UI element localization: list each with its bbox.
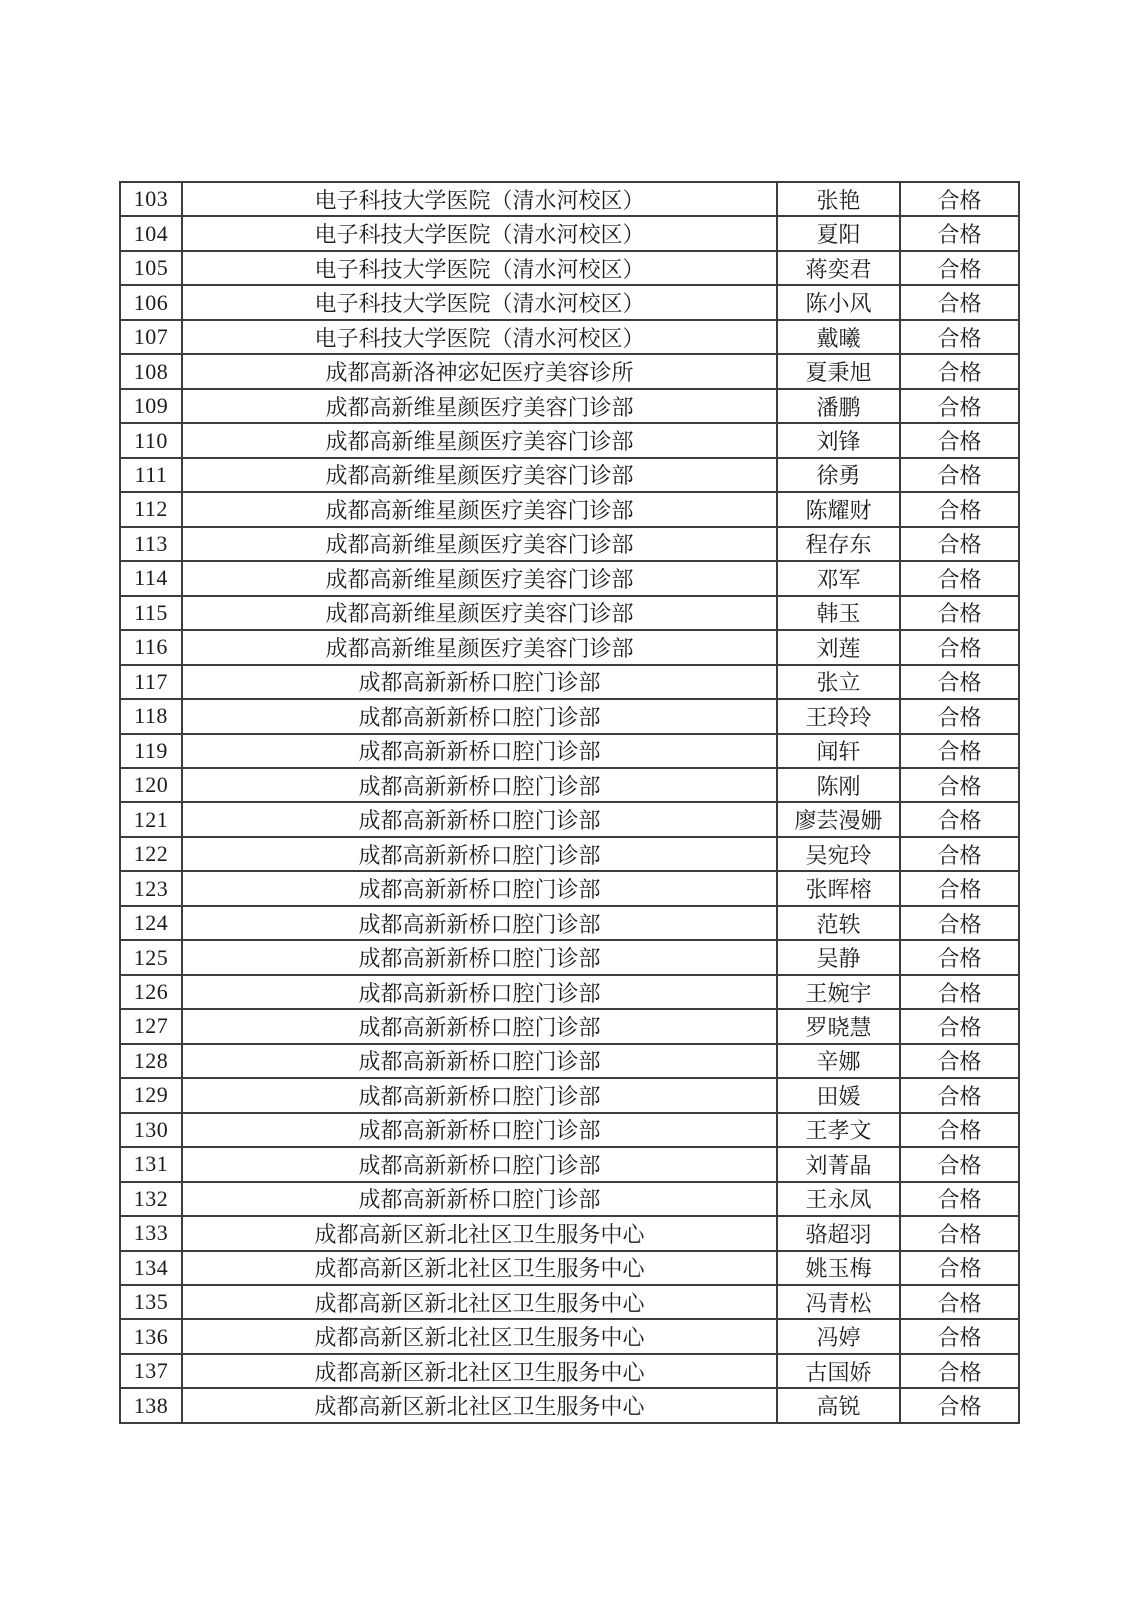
organization-name: 成都高新新桥口腔门诊部 [182,975,777,1009]
person-name: 王永凤 [777,1182,900,1216]
table-row [120,1044,1019,1078]
table-row [120,320,1019,354]
table-row [120,423,1019,457]
row-number: 107 [120,320,182,354]
result-status: 合格 [900,871,1019,905]
organization-name: 成都高新新桥口腔门诊部 [182,1044,777,1078]
person-name: 刘锋 [777,423,900,457]
table-row [120,1388,1019,1423]
organization-name: 成都高新新桥口腔门诊部 [182,906,777,940]
result-status: 合格 [900,251,1019,285]
table-row [120,285,1019,319]
person-name: 张艳 [777,182,900,216]
result-status: 合格 [900,423,1019,457]
row-number: 112 [120,492,182,526]
result-status: 合格 [900,285,1019,319]
row-number: 137 [120,1354,182,1388]
table-row [120,768,1019,802]
row-number: 132 [120,1182,182,1216]
result-status: 合格 [900,182,1019,216]
person-name: 骆超羽 [777,1216,900,1250]
table-row [120,975,1019,1009]
organization-name: 电子科技大学医院（清水河校区） [182,216,777,250]
row-number: 109 [120,389,182,423]
result-status: 合格 [900,561,1019,595]
organization-name: 成都高新维星颜医疗美容门诊部 [182,630,777,664]
row-number: 126 [120,975,182,1009]
person-name: 吴宛玲 [777,837,900,871]
table-row [120,1182,1019,1216]
row-number: 105 [120,251,182,285]
row-number: 111 [120,458,182,492]
table-row [120,458,1019,492]
table-row [120,665,1019,699]
table-row [120,1354,1019,1388]
result-status: 合格 [900,527,1019,561]
person-name: 田媛 [777,1078,900,1112]
result-status: 合格 [900,1216,1019,1250]
row-number: 135 [120,1285,182,1319]
person-name: 韩玉 [777,596,900,630]
result-status: 合格 [900,699,1019,733]
organization-name: 电子科技大学医院（清水河校区） [182,285,777,319]
organization-name: 成都高新维星颜医疗美容门诊部 [182,596,777,630]
person-name: 徐勇 [777,458,900,492]
row-number: 104 [120,216,182,250]
person-name: 廖芸漫姗 [777,802,900,836]
person-name: 陈刚 [777,768,900,802]
row-number: 106 [120,285,182,319]
table-row [120,527,1019,561]
result-status: 合格 [900,389,1019,423]
person-name: 古国娇 [777,1354,900,1388]
person-name: 王孝文 [777,1113,900,1147]
organization-name: 成都高新区新北社区卫生服务中心 [182,1319,777,1353]
organization-name: 成都高新新桥口腔门诊部 [182,1113,777,1147]
row-number: 113 [120,527,182,561]
table-row [120,837,1019,871]
row-number: 131 [120,1147,182,1181]
person-name: 夏阳 [777,216,900,250]
organization-name: 成都高新洛神宓妃医疗美容诊所 [182,354,777,388]
result-status: 合格 [900,940,1019,974]
row-number: 122 [120,837,182,871]
table-row [120,1078,1019,1112]
result-status: 合格 [900,1251,1019,1285]
table-row [120,871,1019,905]
table-row [120,1319,1019,1353]
person-name: 张立 [777,665,900,699]
person-name: 王玲玲 [777,699,900,733]
result-status: 合格 [900,1078,1019,1112]
table-row [120,1009,1019,1043]
organization-name: 成都高新新桥口腔门诊部 [182,940,777,974]
table-row [120,734,1019,768]
organization-name: 成都高新新桥口腔门诊部 [182,699,777,733]
organization-name: 成都高新新桥口腔门诊部 [182,802,777,836]
result-status: 合格 [900,975,1019,1009]
table-row [120,596,1019,630]
table-row [120,389,1019,423]
row-number: 134 [120,1251,182,1285]
result-status: 合格 [900,492,1019,526]
organization-name: 成都高新新桥口腔门诊部 [182,837,777,871]
organization-name: 成都高新维星颜医疗美容门诊部 [182,458,777,492]
organization-name: 电子科技大学医院（清水河校区） [182,251,777,285]
result-status: 合格 [900,665,1019,699]
organization-name: 成都高新维星颜医疗美容门诊部 [182,492,777,526]
row-number: 119 [120,734,182,768]
table-row [120,802,1019,836]
person-name: 冯青松 [777,1285,900,1319]
table-row [120,492,1019,526]
row-number: 128 [120,1044,182,1078]
row-number: 130 [120,1113,182,1147]
row-number: 118 [120,699,182,733]
table-row [120,561,1019,595]
person-name: 闻轩 [777,734,900,768]
table-row [120,354,1019,388]
result-status: 合格 [900,216,1019,250]
row-number: 115 [120,596,182,630]
person-name: 范轶 [777,906,900,940]
organization-name: 成都高新新桥口腔门诊部 [182,1182,777,1216]
table-row [120,251,1019,285]
result-status: 合格 [900,837,1019,871]
table-row [120,906,1019,940]
person-name: 刘菁晶 [777,1147,900,1181]
table-row [120,699,1019,733]
organization-name: 成都高新区新北社区卫生服务中心 [182,1216,777,1250]
row-number: 129 [120,1078,182,1112]
table-row [120,182,1019,216]
table-row [120,1216,1019,1250]
organization-name: 成都高新区新北社区卫生服务中心 [182,1251,777,1285]
person-name: 冯婷 [777,1319,900,1353]
organization-name: 成都高新新桥口腔门诊部 [182,1147,777,1181]
person-name: 陈耀财 [777,492,900,526]
result-status: 合格 [900,458,1019,492]
result-status: 合格 [900,630,1019,664]
result-status: 合格 [900,320,1019,354]
organization-name: 成都高新新桥口腔门诊部 [182,871,777,905]
row-number: 123 [120,871,182,905]
result-status: 合格 [900,1388,1019,1423]
organization-name: 成都高新区新北社区卫生服务中心 [182,1285,777,1319]
table-row [120,1251,1019,1285]
row-number: 127 [120,1009,182,1043]
person-name: 刘莲 [777,630,900,664]
person-name: 吴静 [777,940,900,974]
row-number: 103 [120,182,182,216]
result-status: 合格 [900,1009,1019,1043]
result-status: 合格 [900,354,1019,388]
table-row [120,1285,1019,1319]
result-status: 合格 [900,768,1019,802]
organization-name: 成都高新新桥口腔门诊部 [182,768,777,802]
row-number: 108 [120,354,182,388]
person-name: 戴曦 [777,320,900,354]
row-number: 125 [120,940,182,974]
row-number: 138 [120,1388,182,1423]
table-row [120,1113,1019,1147]
organization-name: 成都高新维星颜医疗美容门诊部 [182,389,777,423]
qualification-table [119,181,1020,1424]
organization-name: 成都高新维星颜医疗美容门诊部 [182,423,777,457]
result-status: 合格 [900,734,1019,768]
result-status: 合格 [900,1182,1019,1216]
row-number: 117 [120,665,182,699]
result-status: 合格 [900,1147,1019,1181]
person-name: 辛娜 [777,1044,900,1078]
organization-name: 成都高新区新北社区卫生服务中心 [182,1354,777,1388]
row-number: 124 [120,906,182,940]
person-name: 陈小风 [777,285,900,319]
row-number: 121 [120,802,182,836]
result-status: 合格 [900,1354,1019,1388]
organization-name: 成都高新新桥口腔门诊部 [182,1078,777,1112]
result-status: 合格 [900,906,1019,940]
result-status: 合格 [900,1285,1019,1319]
organization-name: 成都高新新桥口腔门诊部 [182,734,777,768]
person-name: 张晖榕 [777,871,900,905]
result-status: 合格 [900,1044,1019,1078]
row-number: 110 [120,423,182,457]
person-name: 王婉宇 [777,975,900,1009]
organization-name: 电子科技大学医院（清水河校区） [182,182,777,216]
person-name: 姚玉梅 [777,1251,900,1285]
organization-name: 成都高新维星颜医疗美容门诊部 [182,527,777,561]
organization-name: 成都高新维星颜医疗美容门诊部 [182,561,777,595]
person-name: 高锐 [777,1388,900,1423]
person-name: 夏秉旭 [777,354,900,388]
row-number: 114 [120,561,182,595]
result-status: 合格 [900,1113,1019,1147]
person-name: 潘鹏 [777,389,900,423]
person-name: 邓军 [777,561,900,595]
table-row [120,216,1019,250]
person-name: 罗晓慧 [777,1009,900,1043]
row-number: 116 [120,630,182,664]
organization-name: 成都高新新桥口腔门诊部 [182,1009,777,1043]
table-row [120,1147,1019,1181]
person-name: 程存东 [777,527,900,561]
table-body [120,182,1019,1423]
organization-name: 成都高新新桥口腔门诊部 [182,665,777,699]
row-number: 120 [120,768,182,802]
result-status: 合格 [900,1319,1019,1353]
row-number: 133 [120,1216,182,1250]
result-status: 合格 [900,802,1019,836]
organization-name: 电子科技大学医院（清水河校区） [182,320,777,354]
organization-name: 成都高新区新北社区卫生服务中心 [182,1388,777,1423]
person-name: 蒋奕君 [777,251,900,285]
table-row [120,940,1019,974]
row-number: 136 [120,1319,182,1353]
result-status: 合格 [900,596,1019,630]
table-row [120,630,1019,664]
